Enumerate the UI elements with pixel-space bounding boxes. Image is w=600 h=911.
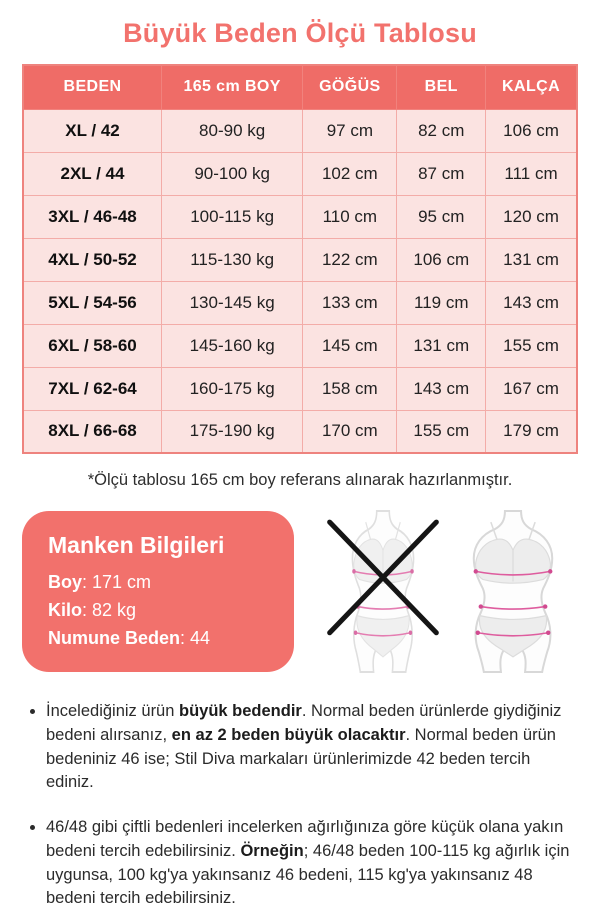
measurement-cell: 131 cm — [486, 238, 577, 281]
measurement-cell: 131 cm — [397, 324, 486, 367]
table-row — [23, 324, 577, 367]
model-info-line: Numune Beden: 44 — [48, 627, 211, 648]
measurement-cell: 97 cm — [303, 109, 397, 152]
size-cell: 2XL / 44 — [23, 152, 162, 195]
measurement-cell: 82 cm — [397, 109, 486, 152]
table-row — [23, 367, 577, 410]
measurement-cell: 133 cm — [303, 281, 397, 324]
size-cell: 8XL / 66-68 — [23, 410, 162, 453]
size-table — [22, 64, 578, 454]
model-info-card — [22, 511, 294, 672]
measurement-cell: 145 cm — [303, 324, 397, 367]
measurement-cell: 145-160 kg — [162, 324, 303, 367]
plus-size-body-icon — [450, 508, 576, 674]
table-row — [23, 410, 577, 453]
measurement-cell: 160-175 kg — [162, 367, 303, 410]
size-cell: 4XL / 50-52 — [23, 238, 162, 281]
column-header: BEDEN — [23, 65, 162, 109]
column-header: BEL — [397, 65, 486, 109]
table-row — [23, 195, 577, 238]
measurement-cell: 167 cm — [486, 367, 577, 410]
column-header: GÖĞÜS — [303, 65, 397, 109]
measurement-cell: 106 cm — [486, 109, 577, 152]
measurement-cell: 106 cm — [397, 238, 486, 281]
column-header: KALÇA — [486, 65, 577, 109]
measurement-cell: 143 cm — [397, 367, 486, 410]
measurement-cell: 90-100 kg — [162, 152, 303, 195]
size-cell: 7XL / 62-64 — [23, 367, 162, 410]
measurement-cell: 100-115 kg — [162, 195, 303, 238]
measurement-cell: 115-130 kg — [162, 238, 303, 281]
measurement-cell: 155 cm — [486, 324, 577, 367]
size-cell: 6XL / 58-60 — [23, 324, 162, 367]
measurement-cell: 102 cm — [303, 152, 397, 195]
size-table-header — [23, 65, 577, 109]
measurement-cell: 111 cm — [486, 152, 577, 195]
measurement-cell: 95 cm — [397, 195, 486, 238]
measurement-cell: 119 cm — [397, 281, 486, 324]
sizing-note: • 46/48 gibi çiftli bedenleri incelerken ağırlığınıza göre küçük olana yakın bedeni tercih edebilirsiniz. Örneğin; 46/48 beden 100-115 kg ağırlık için uygunsa, 100 kg'ya yakınsanız 46 bedeni, 115 kg'ya yakınsanız 48 bedeni tercih edebilirsiniz. — [46, 816, 574, 911]
measurement-cell: 175-190 kg — [162, 410, 303, 453]
measurement-cell: 122 cm — [303, 238, 397, 281]
model-info-line: Boy: 171 cm — [48, 571, 152, 592]
table-row — [23, 109, 577, 152]
header-row — [23, 65, 577, 109]
sizing-note: • İncelediğiniz ürün büyük bedendir. Normal beden ürünlerde giydiğiniz bedeni alırsanız, en az 2 beden büyük olacaktır. Normal beden ürün bedeniniz 46 ise; Stil Diva markaları ürünlerimizde 42 beden tercih ediniz. — [46, 700, 574, 795]
measurement-cell: 155 cm — [397, 410, 486, 453]
size-cell: 5XL / 54-56 — [23, 281, 162, 324]
measurement-cell: 110 cm — [303, 195, 397, 238]
table-row — [23, 152, 577, 195]
table-row — [23, 281, 577, 324]
normal-body-crossed-icon — [320, 508, 446, 674]
size-cell: 3XL / 46-48 — [23, 195, 162, 238]
page-title: Büyük Beden Ölçü Tablosu — [123, 18, 477, 48]
model-info-line: Kilo: 82 kg — [48, 599, 137, 620]
table-row — [23, 238, 577, 281]
measurement-cell: 80-90 kg — [162, 109, 303, 152]
column-header: 165 cm BOY — [162, 65, 303, 109]
model-info-fields — [48, 572, 268, 649]
model-info-section — [22, 508, 578, 674]
measurement-cell: 158 cm — [303, 367, 397, 410]
measurement-cell: 143 cm — [486, 281, 577, 324]
size-cell: XL / 42 — [23, 109, 162, 152]
measurement-cell: 170 cm — [303, 410, 397, 453]
measurement-cell: 130-145 kg — [162, 281, 303, 324]
sizing-notes — [28, 700, 574, 911]
body-figures — [320, 508, 578, 674]
table-footnote: *Ölçü tablosu 165 cm boy referans alınarak hazırlanmıştır. — [87, 471, 513, 489]
model-info-title: Manken Bilgileri — [48, 531, 225, 558]
measurement-cell: 120 cm — [486, 195, 577, 238]
measurement-cell: 179 cm — [486, 410, 577, 453]
measurement-cell: 87 cm — [397, 152, 486, 195]
